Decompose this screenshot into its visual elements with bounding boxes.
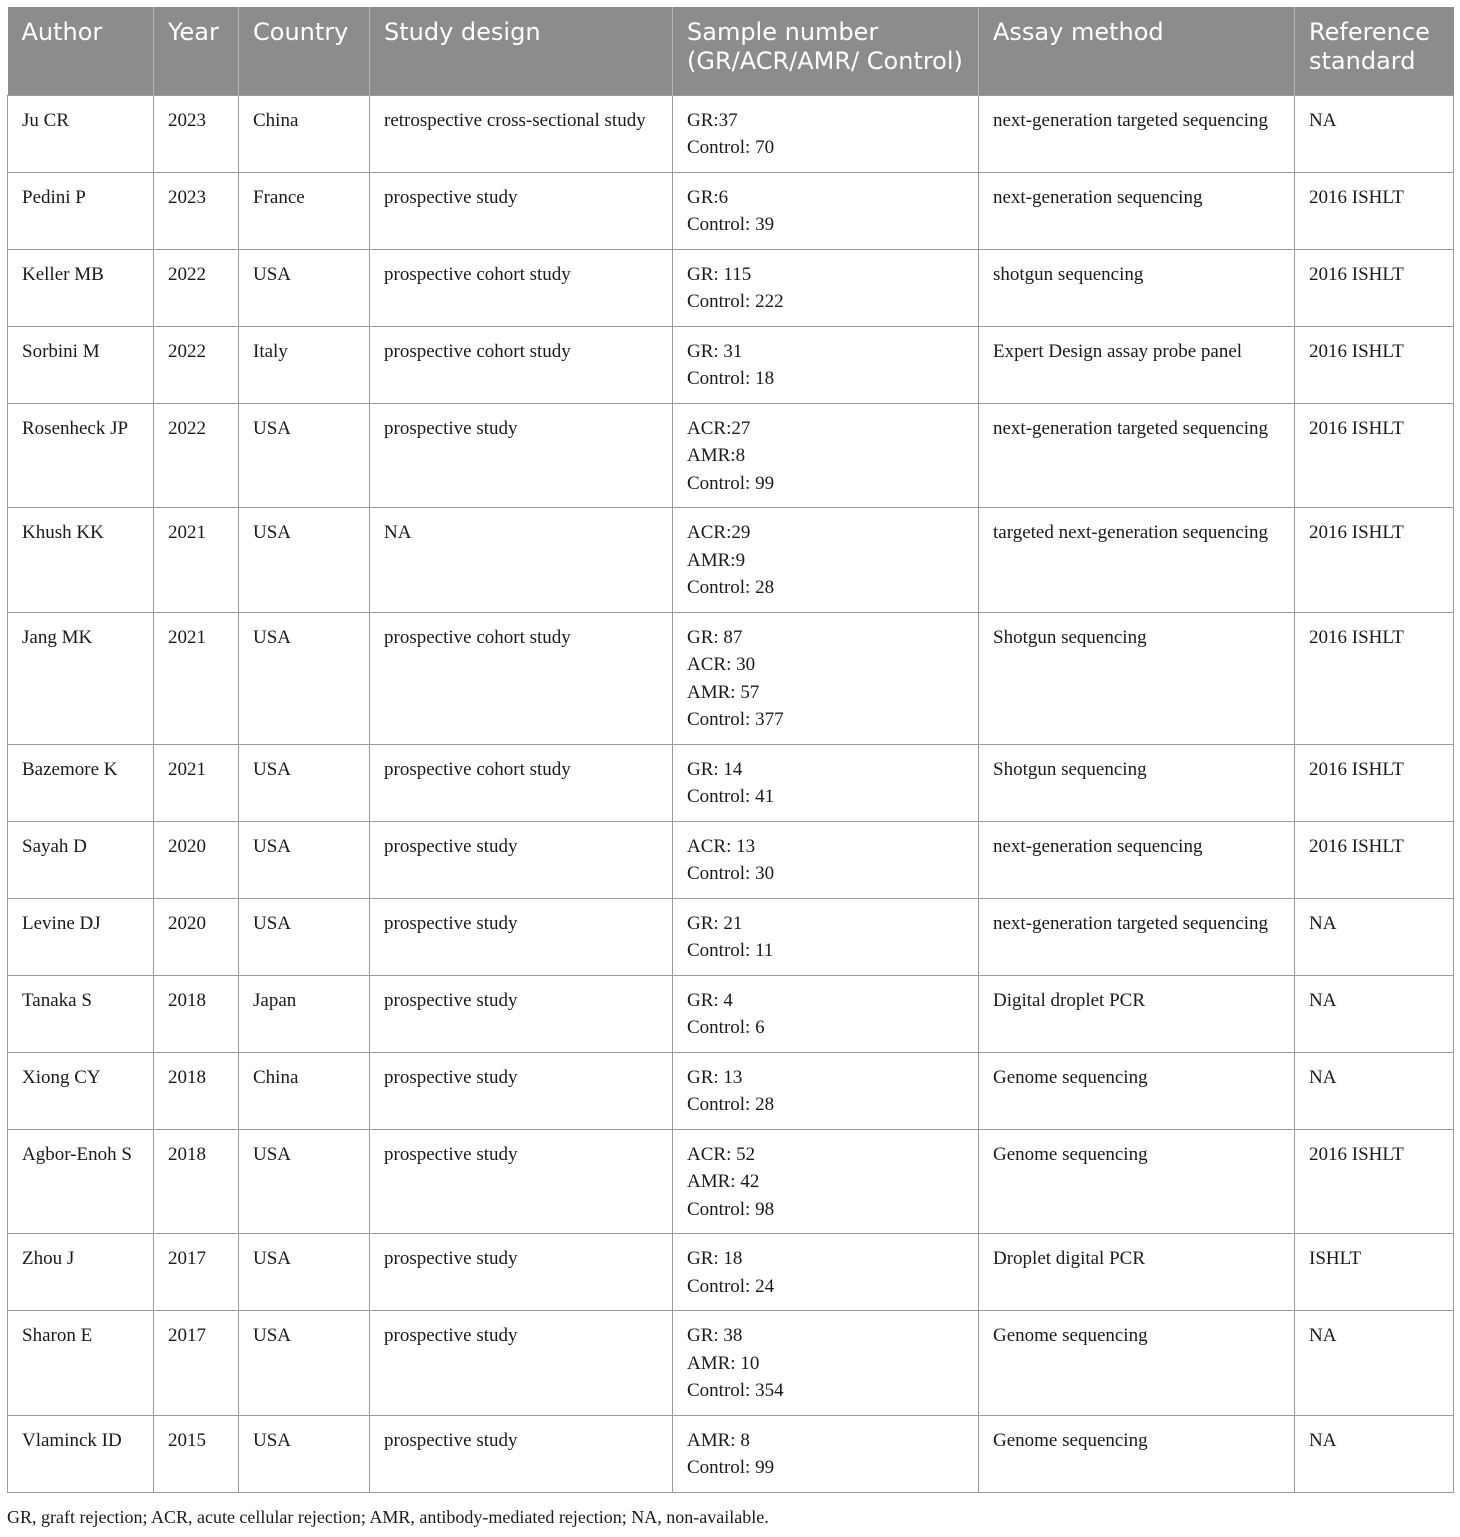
cell-assay-method: next-generation sequencing [979,821,1295,898]
table-footnote: GR, graft rejection; ACR, acute cellular rejection; AMR, antibody-mediated rejection; NA, non-available. [7,1507,769,1527]
cell-sample-number [673,612,979,744]
cell-reference-standard: NA [1295,1052,1454,1129]
header-year: Year [154,7,239,95]
sample-count: ACR: 13 [687,835,756,857]
cell-study-design: prospective study [370,1129,673,1234]
sample-count: ACR: 30 [687,654,756,675]
studies-table [7,7,1454,1493]
cell-sample-number [673,172,979,249]
cell-assay-method: Droplet digital PCR [979,1234,1295,1311]
cell-author: Rosenheck JP [8,403,154,508]
cell-country: USA [239,403,370,508]
table-row [8,172,1454,249]
cell-year: 2023 [154,95,239,172]
cell-year: 2022 [154,326,239,403]
sample-count: Control: 39 [687,214,775,235]
cell-author: Xiong CY [8,1052,154,1129]
table-row [8,821,1454,898]
cell-year: 2021 [154,612,239,744]
cell-year: 2021 [154,744,239,821]
cell-country: USA [239,744,370,821]
sample-count: AMR:8 [687,445,746,466]
sample-count: GR: 18 [687,1248,743,1269]
cell-reference-standard: 2016 ISHLT [1295,1129,1454,1234]
cell-reference-standard: 2016 ISHLT [1295,249,1454,326]
cell-sample-number [673,403,979,508]
cell-country: Japan [239,975,370,1052]
sample-count: Control: 99 [687,1457,775,1478]
sample-count: ACR:29 [687,522,751,543]
table-row [8,612,1454,744]
cell-country: USA [239,1311,370,1416]
cell-assay-method: targeted next-generation sequencing [979,508,1295,613]
cell-assay-method: Genome sequencing [979,1415,1295,1492]
cell-sample-number [673,95,979,172]
sample-count: Control: 222 [687,291,784,312]
table-row [8,326,1454,403]
sample-count: AMR: 8 [687,1429,750,1451]
table-row [8,898,1454,975]
cell-study-design: retrospective cross-sectional study [370,95,673,172]
cell-year: 2022 [154,249,239,326]
cell-author: Agbor-Enoh S [8,1129,154,1234]
sample-count: Control: 11 [687,940,774,961]
cell-assay-method: Genome sequencing [979,1052,1295,1129]
table-body [8,95,1454,1492]
cell-year: 2015 [154,1415,239,1492]
cell-sample-number [673,898,979,975]
cell-reference-standard: NA [1295,975,1454,1052]
table-row [8,1415,1454,1492]
sample-count: GR: 14 [687,758,743,780]
table-row [8,744,1454,821]
sample-count: GR: 4 [687,989,733,1011]
table-row [8,975,1454,1052]
cell-study-design: prospective study [370,1052,673,1129]
cell-reference-standard: 2016 ISHLT [1295,326,1454,403]
cell-assay-method: Shotgun sequencing [979,744,1295,821]
cell-reference-standard: 2016 ISHLT [1295,612,1454,744]
header-assay-method: Assay method [979,7,1295,95]
cell-country: China [239,1052,370,1129]
cell-author: Sayah D [8,821,154,898]
table-row [8,1311,1454,1416]
cell-author: Levine DJ [8,898,154,975]
cell-assay-method: Digital droplet PCR [979,975,1295,1052]
sample-count: Control: 24 [687,1275,775,1297]
table-row [8,508,1454,613]
cell-assay-method: Expert Design assay probe panel [979,326,1295,403]
cell-author: Zhou J [8,1234,154,1311]
cell-author: Bazemore K [8,744,154,821]
cell-country: USA [239,1129,370,1234]
sample-count: GR: 115 [687,263,752,285]
sample-count: Control: 377 [687,709,784,730]
cell-sample-number [673,744,979,821]
cell-sample-number [673,326,979,403]
cell-author: Ju CR [8,95,154,172]
cell-study-design: prospective cohort study [370,612,673,744]
sample-count: ACR:27 [687,417,751,439]
sample-count: GR: 38 [687,1325,743,1346]
sample-count: Control: 99 [687,472,775,494]
cell-study-design: prospective study [370,821,673,898]
cell-reference-standard: NA [1295,898,1454,975]
sample-count: ACR: 52 [687,1143,756,1165]
header-row [8,7,1454,95]
cell-reference-standard: 2016 ISHLT [1295,403,1454,508]
cell-author: Sharon E [8,1311,154,1416]
cell-country: USA [239,1415,370,1492]
cell-author: Jang MK [8,612,154,744]
cell-study-design: prospective study [370,898,673,975]
cell-sample-number [673,1234,979,1311]
cell-sample-number [673,821,979,898]
cell-year: 2020 [154,898,239,975]
sample-count: GR: 87 [687,626,743,648]
sample-count: AMR:9 [687,549,746,571]
table-row [8,403,1454,508]
sample-count: GR: 21 [687,912,743,934]
sample-count: Control: 98 [687,1198,775,1220]
cell-study-design: prospective study [370,403,673,508]
cell-study-design: prospective study [370,1234,673,1311]
sample-count: GR: 31 [687,340,743,362]
cell-year: 2017 [154,1234,239,1311]
cell-sample-number [673,1129,979,1234]
cell-sample-number [673,1052,979,1129]
cell-study-design: prospective cohort study [370,249,673,326]
cell-sample-number [673,1311,979,1416]
cell-country: USA [239,612,370,744]
cell-country: Italy [239,326,370,403]
header-sample-number: Sample number (GR/ACR/AMR/ Control) [673,7,979,95]
cell-year: 2017 [154,1311,239,1416]
cell-assay-method: shotgun sequencing [979,249,1295,326]
header-study-design: Study design [370,7,673,95]
cell-sample-number [673,508,979,613]
cell-assay-method: Genome sequencing [979,1129,1295,1234]
cell-country: USA [239,1234,370,1311]
cell-reference-standard: NA [1295,95,1454,172]
cell-reference-standard: NA [1295,1415,1454,1492]
cell-sample-number [673,975,979,1052]
sample-count: Control: 18 [687,368,775,389]
cell-study-design: prospective cohort study [370,326,673,403]
cell-study-design: NA [370,508,673,613]
cell-year: 2018 [154,1129,239,1234]
cell-study-design: prospective study [370,1415,673,1492]
sample-count: AMR: 10 [687,1352,760,1374]
cell-country: France [239,172,370,249]
table-header [8,7,1454,95]
table-row [8,249,1454,326]
sample-count: Control: 28 [687,1094,775,1115]
cell-reference-standard: NA [1295,1311,1454,1416]
cell-study-design: prospective study [370,1311,673,1416]
sample-count: AMR: 42 [687,1171,760,1192]
sample-count: GR:37 [687,109,738,131]
sample-count: AMR: 57 [687,681,760,703]
cell-country: China [239,95,370,172]
header-author: Author [8,7,154,95]
table-row [8,95,1454,172]
cell-year: 2018 [154,1052,239,1129]
cell-author: Vlaminck ID [8,1415,154,1492]
cell-reference-standard: 2016 ISHLT [1295,508,1454,613]
cell-year: 2022 [154,403,239,508]
sample-count: GR:6 [687,186,729,208]
cell-sample-number [673,249,979,326]
cell-reference-standard: ISHLT [1295,1234,1454,1311]
cell-author: Keller MB [8,249,154,326]
sample-count: GR: 13 [687,1066,743,1088]
sample-count: Control: 6 [687,1017,765,1038]
cell-year: 2023 [154,172,239,249]
cell-sample-number [673,1415,979,1492]
cell-study-design: prospective cohort study [370,744,673,821]
cell-author: Pedini P [8,172,154,249]
cell-author: Tanaka S [8,975,154,1052]
cell-assay-method: next-generation targeted sequencing [979,95,1295,172]
table-row [8,1052,1454,1129]
cell-study-design: prospective study [370,975,673,1052]
cell-country: USA [239,821,370,898]
cell-reference-standard: 2016 ISHLT [1295,172,1454,249]
sample-count: Control: 354 [687,1380,784,1401]
cell-assay-method: Shotgun sequencing [979,612,1295,744]
header-country: Country [239,7,370,95]
cell-author: Sorbini M [8,326,154,403]
cell-country: USA [239,249,370,326]
cell-assay-method: next-generation sequencing [979,172,1295,249]
header-reference-standard: Reference standard [1295,7,1454,95]
sample-count: Control: 30 [687,863,775,884]
sample-count: Control: 41 [687,786,775,807]
cell-year: 2020 [154,821,239,898]
cell-author: Khush KK [8,508,154,613]
table-row [8,1234,1454,1311]
cell-assay-method: Genome sequencing [979,1311,1295,1416]
cell-country: USA [239,898,370,975]
sample-count: Control: 70 [687,137,775,158]
cell-assay-method: next-generation targeted sequencing [979,898,1295,975]
table-row [8,1129,1454,1234]
cell-year: 2021 [154,508,239,613]
cell-country: USA [239,508,370,613]
cell-reference-standard: 2016 ISHLT [1295,821,1454,898]
cell-assay-method: next-generation targeted sequencing [979,403,1295,508]
sample-count: Control: 28 [687,577,775,598]
cell-reference-standard: 2016 ISHLT [1295,744,1454,821]
cell-study-design: prospective study [370,172,673,249]
cell-year: 2018 [154,975,239,1052]
